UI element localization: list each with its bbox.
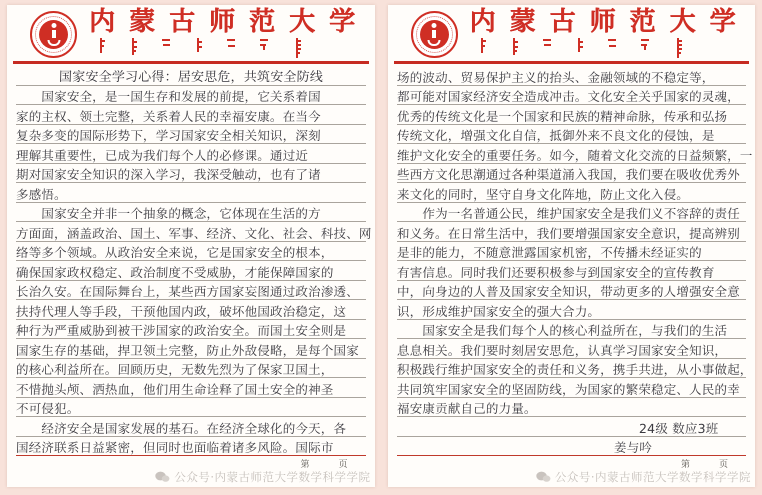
handwritten-line <box>16 359 366 379</box>
handwritten-line <box>397 203 747 223</box>
handwritten-text: 传统文化，增强文化自信，抵御外来不良文化的侵蚀，是 <box>396 128 715 144</box>
handwritten-text: 期对国家安全知识的深入学习，我深受触动，也有了诸 <box>15 167 322 183</box>
handwritten-line <box>16 242 366 262</box>
handwritten-text: 国经济联系日益紧密，但同时也面临着诸多风险。国际市 <box>15 440 334 456</box>
handwritten-text: 国家安全是我们每个人的核心利益所在，与我们的生活 <box>396 323 727 339</box>
letterhead-page-1 <box>7 5 375 487</box>
handwritten-text: 确保国家政权稳定、政治制度不受威胁，才能保障国家的 <box>15 264 334 280</box>
mongolian-glyph-icon <box>194 38 203 52</box>
mongolian-glyph-icon <box>542 38 552 48</box>
handwritten-line <box>16 300 366 320</box>
handwritten-line <box>16 398 366 418</box>
handwritten-line <box>16 378 366 398</box>
handwritten-line <box>16 261 366 281</box>
page-body <box>15 66 372 456</box>
essay-title-line <box>16 66 366 86</box>
mongolian-glyph-icon <box>575 38 584 52</box>
letterhead-titles <box>89 5 375 56</box>
handwritten-text: 扶持代理人等手段，干预他国内政，破坏他国政治稳定，这 <box>15 303 347 319</box>
handwritten-line <box>397 300 747 320</box>
mongolian-glyph-icon <box>129 38 138 55</box>
handwritten-text: 国家生存的基础，捍卫领土完整，防止外敌侵略，是每个国家 <box>15 342 360 358</box>
handwritten-line <box>397 105 747 125</box>
handwritten-text: 理解其重要性，已成为我们每个人的必修课。通过近 <box>15 147 309 163</box>
handwritten-text: 多感悟。 <box>15 186 68 202</box>
mongolian-glyph-icon <box>673 38 683 58</box>
university-name: 内蒙古师范大学 <box>89 7 370 36</box>
handwritten-text: 24级 数应3班 <box>638 420 719 436</box>
handwritten-text: 都可能对国家经济安全造成冲击。文化安全关乎国家的灵魂， <box>396 89 740 105</box>
handwritten-line <box>396 144 753 164</box>
handwritten-text: 优秀的传统文化是一个国家和民族的精神命脉，传承和弘扬 <box>396 108 727 124</box>
mongolian-glyph-icon <box>259 38 269 50</box>
handwritten-text: 种行为严重威胁到被干涉国家的政治安全。而国土安全则是 <box>15 323 347 339</box>
handwritten-text: 共同筑牢国家安全的坚固防线，为国家的繁荣稳定、人民的幸 <box>396 381 740 397</box>
handwritten-text: 络等多个领域。从政治安全来说，它是国家安全的根本， <box>15 245 334 261</box>
university-seal-icon <box>411 11 458 58</box>
handwritten-line <box>397 398 747 418</box>
handwritten-line <box>16 339 366 359</box>
letterhead-page-2 <box>388 5 756 487</box>
watermark <box>536 469 751 485</box>
handwritten-line <box>16 105 366 125</box>
university-seal-icon <box>30 11 77 58</box>
handwritten-text: 来文化的同时，坚守自身文化阵地，防止文化入侵。 <box>396 186 689 202</box>
handwritten-text: 家的主权、领土完整，关系着人民的幸福安康。在当今 <box>15 108 322 124</box>
watermark <box>155 469 370 485</box>
handwritten-line <box>397 437 747 457</box>
wechat-official-account-icon <box>536 471 551 483</box>
mongolian-script-glyphs <box>97 38 375 56</box>
handwritten-text: 的核心利益所在。回顾历史，无数先烈为了保家卫国土， <box>15 362 334 378</box>
handwritten-line <box>397 66 747 86</box>
page-number-prefix: 第 <box>680 460 691 470</box>
handwritten-text: 国家安全学习心得：居安思危，共筑安全防线 <box>58 70 323 86</box>
handwritten-text: 复杂多变的国际形势下，学习国家安全相关知识，深刻 <box>15 128 322 144</box>
letterhead-header <box>388 5 756 60</box>
handwritten-text: 中，向身边的人普及国家安全知识，带动更多的人增强安全意 <box>396 284 740 300</box>
handwritten-line <box>397 164 747 184</box>
page-number-suffix: 页 <box>718 460 729 470</box>
mongolian-glyph-icon <box>607 38 617 49</box>
seal-emblem <box>420 20 449 49</box>
handwritten-line <box>16 86 366 106</box>
handwritten-line <box>16 437 366 457</box>
handwritten-line <box>16 144 366 164</box>
handwritten-line <box>397 281 747 301</box>
header-rule <box>394 61 750 64</box>
mongolian-glyph-icon <box>478 38 487 53</box>
handwritten-line <box>16 417 366 437</box>
handwritten-line <box>16 281 366 301</box>
mongolian-glyph-icon <box>640 38 650 50</box>
handwritten-line <box>16 164 366 184</box>
mongolian-glyph-icon <box>226 38 236 49</box>
handwritten-text: 作为一名普通公民，维护国家安全是我们义不容辞的责任 <box>396 206 740 222</box>
handwritten-line <box>397 183 747 203</box>
handwritten-text: 国家安全，是一国生存和发展的前提，它关系着国 <box>15 89 322 105</box>
handwritten-text: 国家安全并非一个抽象的概念，它体现在生活的方 <box>15 206 322 222</box>
handwritten-text: 维护文化安全的重要任务。如今，随着文化交流的日益频繁，一 <box>396 147 753 163</box>
handwritten-line <box>16 125 366 145</box>
handwritten-text: 些西方文化思潮通过各种渠道涌入我国，我们要在吸收优秀外 <box>396 167 740 183</box>
handwritten-line <box>397 378 747 398</box>
page-number-suffix: 页 <box>338 460 349 470</box>
mongolian-glyph-icon <box>292 38 302 58</box>
watermark-text: 公众号·内蒙古师范大学数学科学学院 <box>174 470 371 484</box>
handwritten-text: 息息相关。我们要时刻居安思危，认真学习国家安全知识， <box>396 342 727 358</box>
handwritten-line <box>397 125 747 145</box>
handwritten-line <box>397 417 747 437</box>
handwritten-line <box>397 222 747 242</box>
handwritten-text: 和义务。在日常生活中，我们要增强国家安全意识，提高辨别 <box>396 225 740 241</box>
handwritten-text: 识，形成维护国家安全的强大合力。 <box>396 303 600 319</box>
page-number-prefix: 第 <box>300 460 311 470</box>
handwritten-text: 长治久安。在国际舞台上，某些西方国家妄图通过政治渗透、 <box>15 284 360 300</box>
handwritten-line <box>396 359 753 379</box>
page-body <box>396 66 753 456</box>
handwritten-line <box>397 339 747 359</box>
handwritten-line <box>15 222 372 242</box>
wechat-official-account-icon <box>155 471 170 483</box>
handwritten-text: 方面面，涵盖政治、国土、军事、经济、文化、社会、科技、网 <box>15 225 372 241</box>
handwritten-text: 是非的能力，不随意泄露国家机密，不传播未经证实的 <box>396 245 702 261</box>
handwritten-text: 姜与吟 <box>613 440 653 456</box>
handwritten-text: 不可侵犯。 <box>15 401 80 417</box>
handwritten-text: 有害信息。同时我们还要积极参与到国家安全的宣传教育 <box>396 264 715 280</box>
mongolian-glyph-icon <box>510 38 519 55</box>
handwritten-text: 福安康贡献自己的力量。 <box>396 401 537 417</box>
mongolian-glyph-icon <box>97 38 106 53</box>
handwritten-line <box>397 261 747 281</box>
handwritten-line <box>16 203 366 223</box>
mongolian-glyph-icon <box>161 38 171 48</box>
seal-emblem <box>39 20 68 49</box>
handwritten-line <box>16 320 366 340</box>
handwritten-line <box>16 183 366 203</box>
letterhead-titles <box>470 5 756 56</box>
university-name: 内蒙古师范大学 <box>469 7 750 36</box>
handwritten-line <box>397 86 747 106</box>
handwritten-text: 经济安全是国家发展的基石。在经济全球化的今天，各 <box>15 420 347 436</box>
header-rule <box>13 61 369 64</box>
handwritten-text: 场的波动、贸易保护主义的抬头、金融领域的不稳定等， <box>396 69 715 85</box>
handwritten-line <box>397 242 747 262</box>
mongolian-script-glyphs <box>478 38 756 56</box>
handwritten-text: 积极践行维护国家安全的责任和义务，携手共进，从小事做起， <box>396 362 753 378</box>
handwritten-text: 不惜抛头颅、洒热血，他们用生命诠释了国土安全的神圣 <box>15 381 334 397</box>
letterhead-header <box>7 5 375 60</box>
watermark-text: 公众号·内蒙古师范大学数学科学学院 <box>554 470 751 484</box>
handwritten-line <box>397 320 747 340</box>
